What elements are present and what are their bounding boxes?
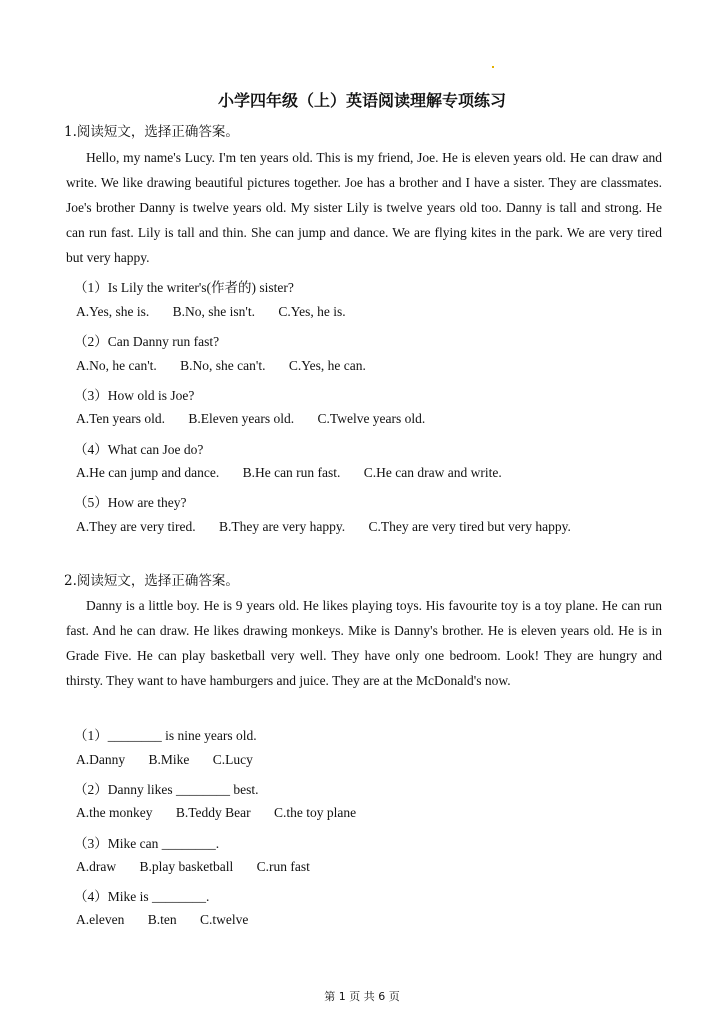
option-c: C.Yes, he is. — [278, 304, 346, 319]
option-a: A.Danny — [76, 752, 126, 767]
option-a: A.draw — [76, 859, 117, 874]
section2-passage-text: Danny is a little boy. He is 9 years old. He likes playing toys. His favourite toy is a toy plane. He can run fast. And he can draw. He likes drawing monkeys. Mike is Danny's brother. He is eleven years old. He is in Grade Five. He can play basketball very well. They have only one bedroom. Look! They are hungry and thirsty. They want to have hamburgers and juice. They are at the McDonald's now. — [66, 598, 662, 688]
option-c: C.the toy plane — [274, 805, 357, 820]
option-c: C.They are very tired but very happy. — [368, 519, 571, 534]
section1-passage — [66, 145, 662, 270]
option-a: A.the monkey — [76, 805, 153, 820]
option-a: A.eleven — [76, 912, 125, 927]
s2-question-1: （1）________ is nine years old. — [74, 728, 257, 743]
option-b: B.No, she isn't. — [172, 304, 255, 319]
section2-heading: 2.阅读短文，选择正确答案。 — [64, 573, 239, 589]
option-b: B.No, she can't. — [180, 358, 266, 373]
option-b: B.Eleven years old. — [188, 411, 295, 426]
section2-passage — [66, 593, 662, 693]
s1-question-5: （5）How are they? — [74, 495, 187, 510]
option-c: C.Twelve years old. — [317, 411, 426, 426]
s1-options-2 — [76, 358, 386, 374]
option-a: A.No, he can't. — [76, 358, 157, 373]
s1-question-4: （4）What can Joe do? — [74, 442, 204, 457]
s2-question-4: （4）Mike is ________. — [74, 889, 210, 904]
section1-passage-text: Hello, my name's Lucy. I'm ten years old. This is my friend, Joe. He is eleven years old. He can draw and write. We like drawing beautiful pictures together. Joe has a brother and I have a sister. They are classmates. Joe's brother Danny is twelve years old. My sister Lily is twelve years old too. Danny is tall and strong. He can run fast. Lily is tall and thin. She can jump and dance. We are flying kites in the park. We are very tired but very happy. — [66, 150, 662, 265]
decorative-dot — [492, 66, 494, 68]
s1-question-2: （2）Can Danny run fast? — [74, 334, 220, 349]
option-c: C.Yes, he can. — [288, 358, 366, 373]
option-b: B.Teddy Bear — [175, 805, 251, 820]
option-b: B.play basketball — [139, 859, 234, 874]
option-c: C.run fast — [256, 859, 310, 874]
s1-options-5 — [76, 519, 591, 535]
s2-options-3 — [76, 859, 330, 875]
option-a: A.Ten years old. — [76, 411, 166, 426]
option-a: A.Yes, she is. — [76, 304, 150, 319]
page-title: 小学四年级（上）英语阅读理解专项练习 — [217, 91, 506, 110]
option-b: B.He can run fast. — [242, 465, 341, 480]
s2-options-2 — [76, 805, 376, 821]
s2-question-3: （3）Mike can ________. — [74, 836, 220, 851]
section1-heading: 1.阅读短文，选择正确答案。 — [64, 124, 239, 140]
s2-question-2: （2）Danny likes ________ best. — [74, 782, 259, 797]
option-c: C.He can draw and write. — [363, 465, 502, 480]
option-c: C.Lucy — [212, 752, 253, 767]
s1-options-3 — [76, 411, 445, 427]
option-a: A.He can jump and dance. — [76, 465, 220, 480]
option-b: B.They are very happy. — [218, 519, 346, 534]
s2-options-4 — [76, 912, 268, 928]
option-b: B.Mike — [148, 752, 190, 767]
s1-question-1: （1）Is Lily the writer's(作者的) sister? — [74, 280, 294, 295]
s2-options-1 — [76, 752, 273, 768]
option-a: A.They are very tired. — [76, 519, 196, 534]
s1-options-4 — [76, 465, 522, 481]
s1-question-3: （3）How old is Joe? — [74, 388, 195, 403]
option-c: C.twelve — [199, 912, 249, 927]
option-b: B.ten — [147, 912, 177, 927]
s1-options-1 — [76, 304, 366, 320]
page-footer: 第 1 页 共 6 页 — [324, 990, 400, 1003]
